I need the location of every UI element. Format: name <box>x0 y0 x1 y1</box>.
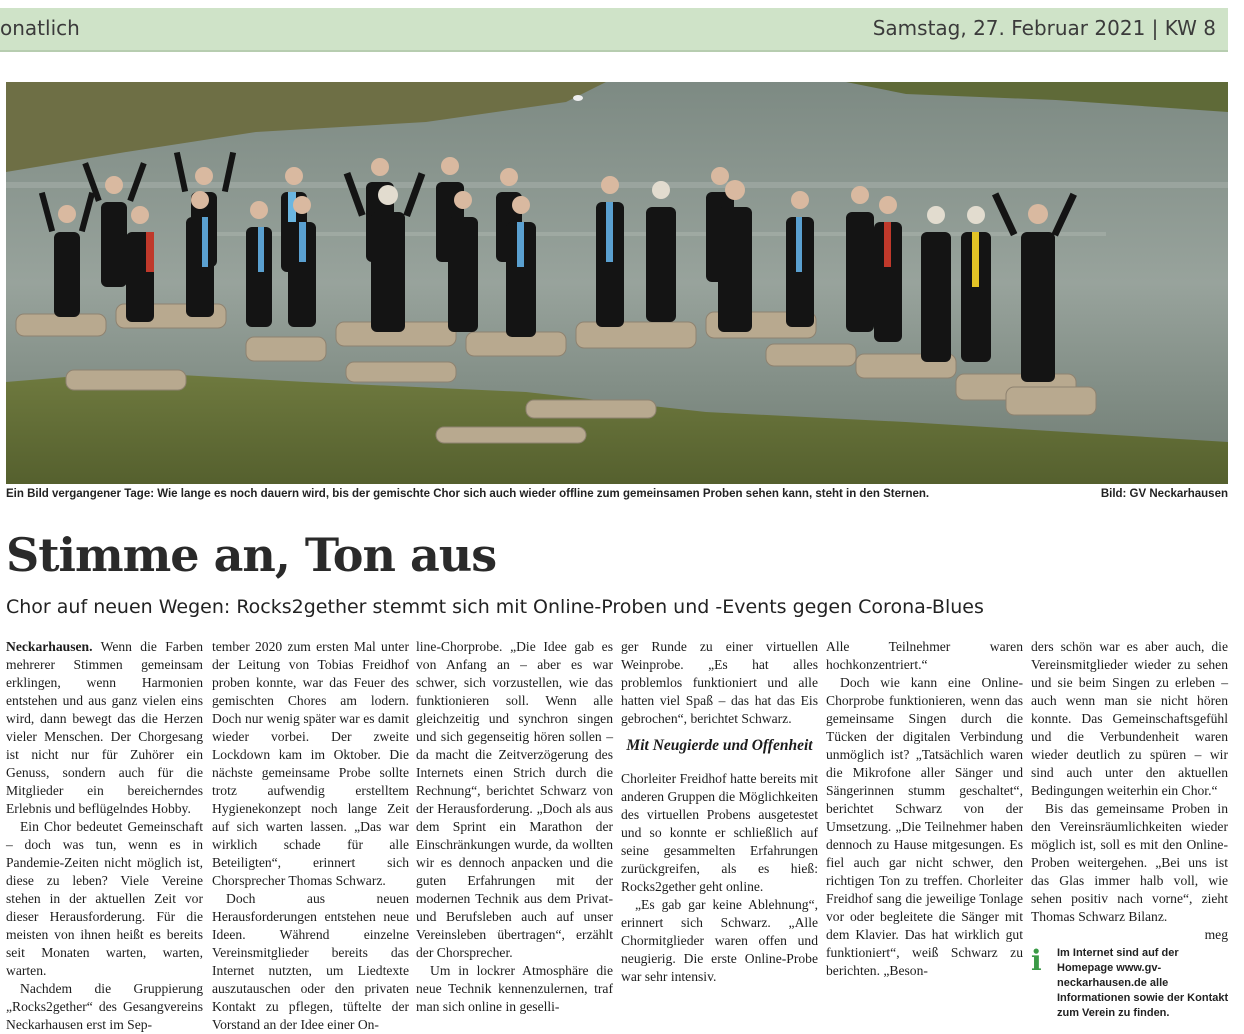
article-headline: Stimme an, Ton aus <box>6 528 497 582</box>
interheadline: Mit Neugierde und Offenheit <box>626 737 813 754</box>
paragraph: ger Runde zu einer virtuellen Weinprobe. „Es hat alles problemlos funktioniert und alle hatten viel Spaß – das hat das Eis gebrochen“, berichtet Schwarz. <box>621 639 818 726</box>
dateline: Neckarhausen. <box>6 639 93 654</box>
paragraph: Neckarhausen. Wenn die Farben mehrerer Stimmen gemeinsam erklingen, wenn Harmonien entstehen und aus ganz vielen eins wird, dann bewegt das die Herzen vieler Menschen. Der Chorgesang ist nicht nur für Zuhörer ein Genuss, sondern auch für die Mitglieder ein bereicherndes Erlebnis und beflügelndes Hobby. <box>6 639 203 816</box>
text-column-1 <box>6 638 203 1034</box>
caption-text: Ein Bild vergangener Tage: Wie lange es noch dauern wird, bis der gemischte Chor sich auch wieder offline zum gemeinsamen Proben sehen kann, steht in den Sternen. <box>6 488 930 500</box>
paragraph: Chorleiter Freidhof hatte bereits mit anderen Gruppen die Möglichkeiten des virtuellen Probens ausgetestet und so konnte er schließlich auf seine gesammelten Erfahrungen zurückgreifen, als es hieß: Rocks2gether geht online. <box>621 771 818 894</box>
paragraph: Doch wie kann eine Online-Chorprobe funktionieren, wenn das gemeinsame Singen durch die Tücken der digitalen Verbindung unmöglich ist? „Tatsächlich waren die Mikrofone aller Sänger und Sängerinnen stumm geschaltet“, berichtet Schwarz von der Umsetzung. „Die Teilnehmer haben dennoch zu Hause mitgesungen. Es fiel auch gar nicht schwer, den richtigen Ton zu treffen. Chorleiter Freidhof sang die jeweilige Tonlage vor oder begleitete die Sänger mit dem Klavier. Das hat wirklich gut funktioniert“, weiß Schwarz zu berichten. „Beson- <box>826 675 1023 978</box>
paragraph: Nachdem die Gruppierung „Rocks2gether“ des Gesangvereins Neckarhausen erst im Sep- <box>6 981 203 1032</box>
photo-caption <box>6 488 1228 504</box>
paragraph: „Es gab gar keine Ablehnung“, erinnert sich Schwarz. „Alle Chormitglieder waren offen und neugierig. Die erste Online-Probe war sehr intensiv. <box>621 897 818 984</box>
info-text: Im Internet sind auf der Homepage www.gv-neckarhausen.de alle Informationen sowie der Kontakt zum Verein zu finden. <box>1057 947 1229 1019</box>
paragraph: Doch aus neuen Herausforderungen entstehen neue Ideen. Während einzelne Vereinsmitglieder bereits das Internet nutzten, um Liedtexte auszutauschen oder den privaten Kontakt zu pflegen, tüftelte der Vorstand an der Idee einer On- <box>212 891 409 1032</box>
paragraph: ders schön war es aber auch, die Vereinsmitglieder wieder zu sehen und sie beim Singen zu erleben – auch wenn man sie nicht hören konnte. Das Gemeinschaftsgefühl und die Verbundenheit waren wieder deutlich zu spüren – wir sind auch unter den aktuellen Bedingungen weiterhin ein Chor.“ <box>1031 639 1228 798</box>
section-label: onatlich <box>0 16 80 40</box>
choir-photo <box>6 82 1228 484</box>
text-column-2 <box>212 638 409 1034</box>
paragraph: Ein Chor bedeutet Gemeinschaft – doch was tun, wenn es in Pandemie-Zeiten nicht möglich ist, diese zu leben? Viele Vereine stehen in der aktuellen Zeit vor dieser Herausforderung. Für die meisten von ihnen heißt es bereits seit Monaten warten, warten, warten. <box>6 819 203 978</box>
paragraph: Bis das gemeinsame Proben in den Vereinsräumlichkeiten wieder möglich ist, soll es mit den Online-Proben weitergehen. „Bei uns ist das Glas immer halb voll, wie sehen positiv nach vorne“, zieht Thomas Schwarz Bilanz. <box>1031 801 1228 924</box>
paragraph: line-Chorprobe. „Die Idee gab es von Anfang an – aber es war schwer, sich vorzustellen, wie das funktionieren soll. Wenn alle gleichzeitig und synchron singen und sich gegenseitig hören sollen – da macht die Zeitverzögerung des Internets einen Strich durch die Rechnung“, berichtet Schwarz von der Herausforderung. „Doch als aus dem Sprint ein Marathon der Einschränkungen wurde, da wollten wir es dennoch anpacken und die guten Erfahrungen mit der modernen Technik aus dem Privat- und Berufsleben auch auf unser Vereinsleben übertragen“, erzählt der Chorsprecher. <box>416 639 613 960</box>
paragraph: Alle Teilnehmer waren hochkonzentriert.“ <box>826 639 1023 672</box>
info-box <box>1031 944 1229 1019</box>
article-subheadline: Chor auf neuen Wegen: Rocks2gether stemmt sich mit Online-Proben und -Events gegen Corona-Blues <box>6 596 984 618</box>
author-signature: meg <box>1204 927 1228 942</box>
issue-date: Samstag, 27. Februar 2021 | KW 8 <box>872 16 1216 40</box>
text-column-4 <box>621 638 818 986</box>
paragraph: Um in lockrer Atmosphäre die neue Technik kennenzulernen, traf man sich online in geselli- <box>416 963 613 1014</box>
paragraph: tember 2020 zum ersten Mal unter der Leitung von Tobias Freidhof proben konnte, war das Feuer des gemischten Chores am lodern. Doch nur wenig später war es damit wieder vorbei. Der zweite Lockdown kam im Oktober. Die nächste gemeinsame Probe sollte trotz aufwendig erstelltem Hygienekonzept noch lange Zeit auf sich warten lassen. „Das war wirklich schade für alle Beteiligten“, erinnert sich Chorsprecher Thomas Schwarz. <box>212 639 409 888</box>
page-header-bar <box>0 8 1228 52</box>
text-column-5 <box>826 638 1023 980</box>
info-icon: i <box>1031 944 1042 977</box>
text-column-3 <box>416 638 613 1016</box>
photo-credit: Bild: GV Neckarhausen <box>1100 488 1228 500</box>
text-column-6 <box>1031 638 1228 944</box>
